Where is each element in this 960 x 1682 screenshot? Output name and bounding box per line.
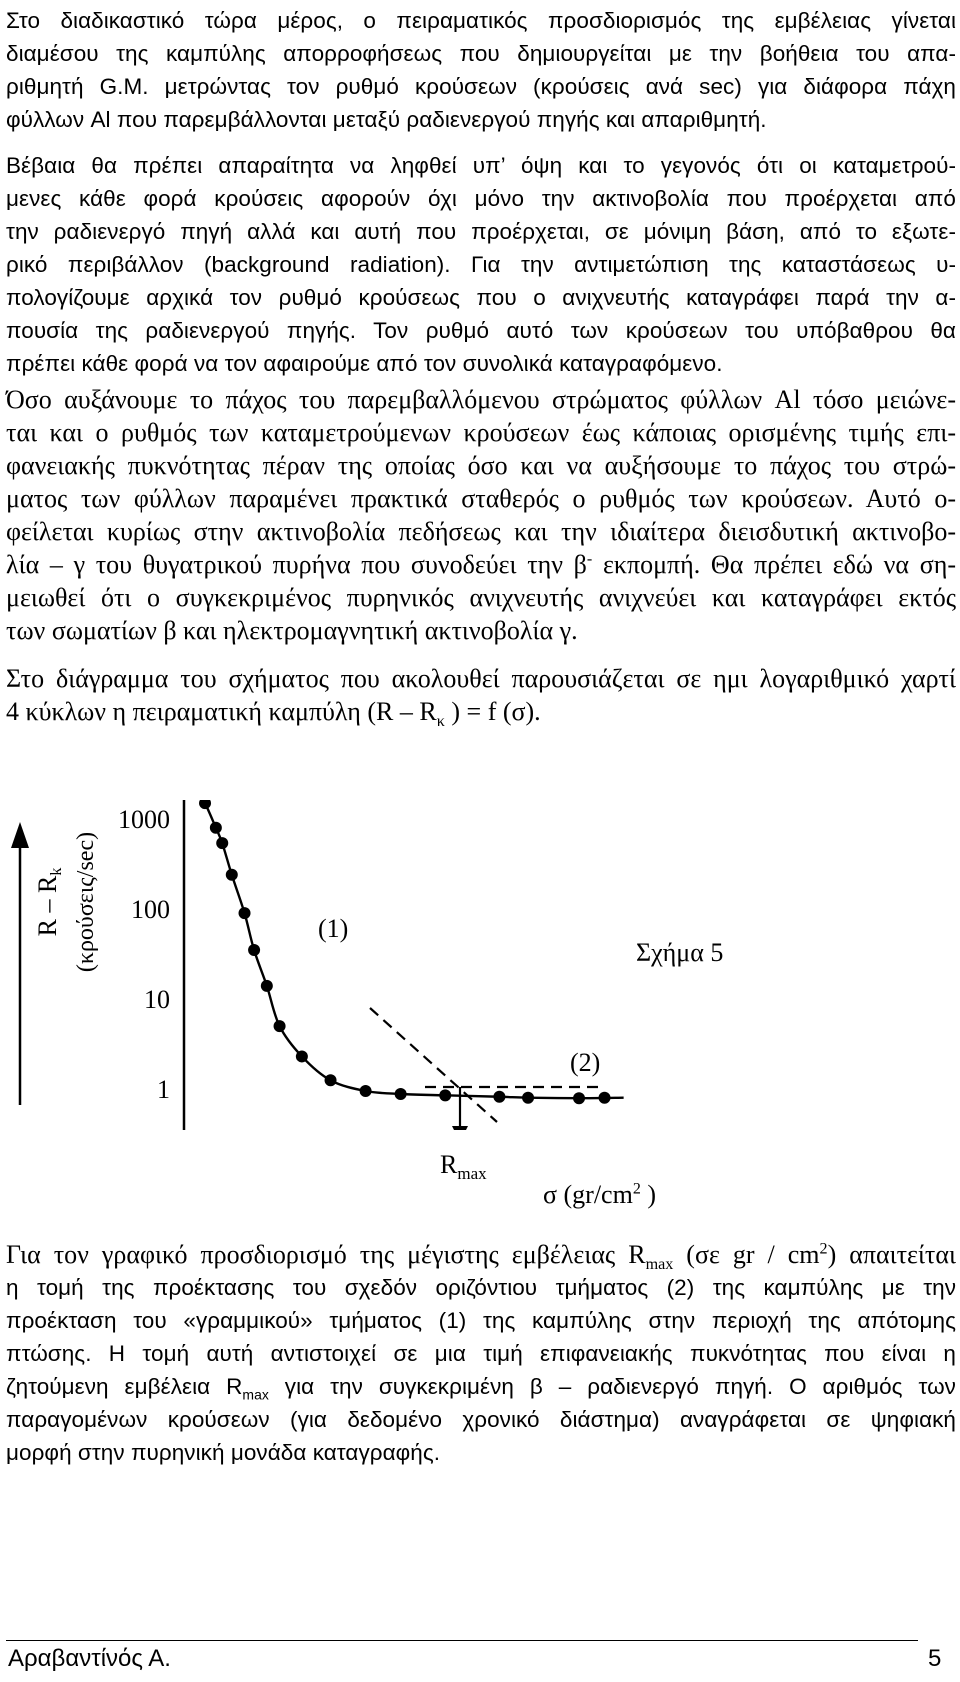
data-point [493, 1091, 505, 1103]
data-point [599, 1092, 611, 1104]
text-line: διαμέσου της καμπύλης απορροφήσεως που δημιουργείται με την βοήθεια του απα- [6, 41, 956, 66]
text-line: πρέπει κάθε φορά να τον αφαιρούμε από τον συνολικά καταγραφόμενο. [6, 351, 723, 376]
text-fragment: ) απαιτείται [827, 1240, 956, 1269]
text-line [6, 1238, 956, 1274]
text-fragment: ) = f (σ). [444, 697, 541, 726]
footer-rule [6, 1640, 918, 1641]
y-axis-units: (κρούσεις/sec) [73, 831, 99, 973]
text-line [6, 1370, 956, 1403]
data-point [261, 980, 273, 992]
paragraph-3 [6, 383, 956, 647]
rmax-sub: max [457, 1164, 487, 1184]
text-line: Όσο αυξάνουμε το πάχος του παρεμβαλλόμενου στρώματος φύλλων Al τόσο μειώνε- [6, 385, 956, 414]
subscript: max [242, 1386, 269, 1403]
y-tick-labels [118, 805, 170, 1104]
text-fragment: λία – γ του θυγατρικού πυρήνα που συνοδεύει την β [6, 550, 587, 579]
text-fragment: εκπομπή. Θα πρέπει εδώ να ση- [592, 550, 956, 579]
segment-1-label: (1) [318, 914, 349, 943]
y-tick-label: 1000 [118, 805, 170, 834]
text-line: μενες κάθε φορά κρούσεις αφορούν όχι μόνο την ακτινοβολία που προέρχεται από [6, 186, 956, 211]
text-line: των σωματίων β και ηλεκτρομαγνητική ακτινοβολία γ. [6, 616, 578, 645]
x-axis-label [543, 1180, 656, 1210]
text-line: Στο διάγραμμα του σχήματος που ακολουθεί παρουσιάζεται σε ημι λογαριθμικό χαρτί [6, 664, 956, 693]
text-line: Στο διαδικαστικό τώρα μέρος, ο πειραματικός προσδιορισμός της εμβέλειας γίνεται [6, 8, 956, 33]
data-points [183, 800, 610, 1104]
footer-author: Αραβαντίνός Α. [8, 1645, 171, 1672]
extrapolation-lines [370, 1008, 600, 1130]
text-line: πολογίζουμε αρχικά τον ρυθμό κρούσεως που ο ανιχνευτής καταγράφει παρά την α- [6, 285, 956, 310]
data-point [216, 837, 228, 849]
data-point [439, 1089, 451, 1101]
x-axis-label-end: ) [640, 1180, 656, 1209]
superscript: 2 [819, 1240, 828, 1258]
data-point [210, 822, 222, 834]
text-line: μειωθεί ότι ο συγκεκριμένος πυρηνικός ανιχνευτής ανιχνεύει και καταγράφει εκτός [6, 583, 956, 612]
data-point [360, 1085, 372, 1097]
text-fragment: για την συγκεκριμένη β – ραδιενεργό πηγή. Ο αριθμός των [268, 1374, 956, 1399]
text-line: ματος των φύλλων παραμένει πρακτικά σταθερός ο ρυθμός των κρούσεων. Αυτό ο- [6, 484, 956, 513]
rmax-arrow-head [452, 1126, 468, 1130]
x-axis-label-main: σ (gr/cm [543, 1180, 633, 1209]
text-line [6, 548, 956, 581]
text-line: φείλεται κυρίως στην ακτινοβολία πεδήσεως και την ιδιαίτερα διεισδυτική ακτινοβο- [6, 517, 956, 546]
data-point [248, 944, 260, 956]
text-line: ριθμητή G.M. μετρώντας τον ρυθμό κρούσεων (κρούσεις ανά sec) για διάφορα πάχη [6, 74, 956, 99]
rmax-main: R [440, 1150, 458, 1179]
data-point [522, 1092, 534, 1104]
y-direction-arrow-head [11, 822, 29, 848]
text-fragment: 4 κύκλων η πειραματική καμπύλη (R – R [6, 697, 437, 726]
text-line [6, 695, 956, 731]
y-tick-label: 100 [131, 895, 170, 924]
data-point [296, 1050, 308, 1062]
absorption-curve-figure [0, 800, 960, 1130]
text-line: παραγομένων κρούσεων (για δεδομένο χρονικό διάστημα) αναγράφεται σε ψηφιακή [6, 1407, 956, 1432]
data-point [239, 907, 251, 919]
paragraph-5-cont [6, 1271, 956, 1469]
text-fragment: Για τον γραφικό προσδιορισμό της μέγιστης εμβέλειας R [6, 1240, 646, 1269]
text-fragment: ζητούμενη εμβέλεια R [6, 1374, 243, 1399]
segment-2-label: (2) [570, 1048, 601, 1077]
text-line: Βέβαια θα πρέπει απαραίτητα να ληφθεί υπ’ όψη και το γεγονός ότι οι καταμετρού- [6, 153, 956, 178]
text-line: πουσία της ραδιενεργού πηγής. Τον ρυθμό αυτό των κρούσεων του υπόβαθρου θα [6, 318, 956, 343]
rmax-annotation [440, 1150, 487, 1184]
text-line: μορφή στην πυρηνική μονάδα καταγραφής. [6, 1440, 441, 1465]
y-axis-label: R – Rk [33, 867, 65, 937]
text-line: πτώσης. Η τομή αυτή αντιστοιχεί σε μια τιμή επιφανειακής πυκνότητας που είναι η [6, 1341, 956, 1366]
data-point [395, 1088, 407, 1100]
subscript: κ [436, 713, 445, 731]
figure-caption: Σχήμα 5 [636, 938, 724, 967]
slope-extension-line [370, 1008, 497, 1122]
y-tick-label: 1 [157, 1075, 170, 1104]
text-line: η τομή της προέκτασης του σχεδόν οριζόντιου τμήματος (2) της καμπύλης με την [6, 1275, 956, 1300]
x-axis-label-sup: 2 [632, 1180, 641, 1198]
page-number: 5 [928, 1645, 942, 1672]
text-fragment: (σε gr / cm [673, 1240, 820, 1269]
data-point [199, 800, 211, 809]
data-point [573, 1092, 585, 1104]
paragraph-1 [6, 4, 956, 136]
text-line: την ραδιενεργό πηγή αλλά και αυτή που προέρχεται, σε μόνιμη βάση, από το εξωτε- [6, 219, 956, 244]
data-point [274, 1020, 286, 1032]
paragraph-4 [6, 662, 956, 731]
text-line: προέκταση του «γραμμικού» τμήματος (1) της καμπύλης στην περιοχή της απότομης [6, 1308, 956, 1333]
subscript: max [645, 1256, 674, 1274]
text-line: φανειακής πυκνότητας πέραν της οποίας όσο και να αυξήσουμε το πάχος του στρώ- [6, 451, 956, 480]
data-point [226, 869, 238, 881]
chart-axes [11, 800, 708, 1130]
paragraph-2 [6, 149, 956, 380]
data-point [325, 1074, 337, 1086]
text-line: φύλλων Al που παρεμβάλλονται μεταξύ ραδιενεργού πηγής και απαριθμητή. [6, 107, 767, 132]
paragraph-5 [6, 1238, 956, 1274]
y-tick-label: 10 [144, 985, 170, 1014]
text-line: ται και ο ρυθμός των καταμετρούμενων κρούσεων έως κάποιας ορισμένης τιμής επι- [6, 418, 956, 447]
text-line: ρικό περιβάλλον (background radiation). Για την αντιμετώπιση της καταστάσεως υ- [6, 252, 956, 277]
superscript: - [586, 550, 593, 568]
